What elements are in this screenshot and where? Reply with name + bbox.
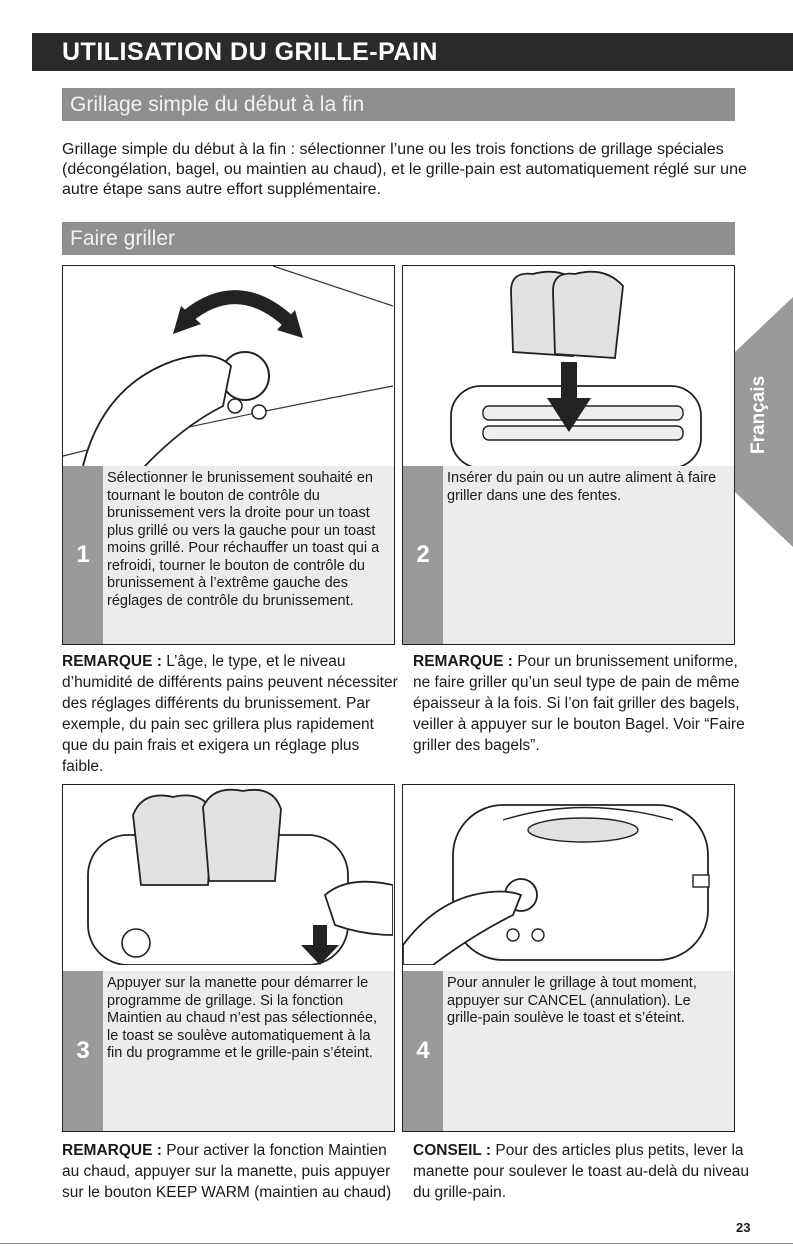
step-text: Insérer du pain ou un autre aliment à faire griller dans une des fentes. xyxy=(447,470,717,504)
step-panel-4 xyxy=(402,784,735,1132)
section-heading-grillage-simple: Grillage simple du début à la fin xyxy=(62,88,735,121)
note-text: L’âge, le type, et le niveau d’humidité de différents pains peuvent nécessiter des réglages différents du brunissement. Par exemple, du pain sec grillera plus rapidement que du pain frais et exigera un réglage plus faible. xyxy=(62,653,398,775)
note-2 xyxy=(413,651,753,756)
note-label: CONSEIL : xyxy=(413,1142,492,1159)
section-heading-faire-griller: Faire griller xyxy=(62,222,735,255)
note-1 xyxy=(62,651,402,777)
step-text: Appuyer sur la manette pour démarrer le programme de grillage. Si la fonction Maintien au chaud n’est pas sélectionnée, le toast se soulève automatiquement à la fin du programme et le grille-pain s’éteint. xyxy=(107,975,378,1061)
note-text: Pour activer la fonction Maintien au chaud, appuyer sur la manette, puis appuyer sur le bouton KEEP WARM (maintien au chaud) xyxy=(62,1142,392,1201)
step-box-3 xyxy=(63,971,394,1131)
illustration-press-lever xyxy=(63,785,393,965)
bread-slice-icon xyxy=(553,272,623,358)
bread-slice-icon xyxy=(203,790,281,881)
step-number: 2 xyxy=(403,466,443,644)
bottom-rule xyxy=(0,1243,793,1244)
note-3 xyxy=(62,1140,402,1203)
step-box-2 xyxy=(403,466,734,644)
illustration-cancel-button xyxy=(403,785,733,965)
note-label: REMARQUE : xyxy=(62,653,162,670)
step-text: Pour annuler le grillage à tout moment, appuyer sur CANCEL (annulation). Le grille-pain soulève le toast et s’éteint. xyxy=(447,975,697,1026)
language-side-tab-label: Français xyxy=(748,375,769,455)
page-number: 23 xyxy=(736,1220,751,1235)
illustration-browning-knob xyxy=(63,266,393,468)
step-number: 4 xyxy=(403,971,443,1131)
hand-icon xyxy=(83,356,231,468)
knob-icon xyxy=(122,929,150,957)
step-panel-3 xyxy=(62,784,395,1132)
note-4 xyxy=(413,1140,753,1203)
step-text: Sélectionner le brunissement souhaité en tournant le bouton de contrôle du brunissement vers la droite pour un toast plus grillé ou vers la gauche pour un toast moins grillé. Pour réchauffer un toast qui a refroidi, tourner le bouton de contrôle du brunissement à l’extrême gauche des réglages de contrôle du brunissement. xyxy=(107,470,380,609)
step-number: 1 xyxy=(63,466,103,644)
step-number: 3 xyxy=(63,971,103,1131)
bread-slice-icon xyxy=(133,795,213,885)
step-box-4 xyxy=(403,971,734,1131)
step-panel-1 xyxy=(62,265,395,645)
intro-paragraph: Grillage simple du début à la fin : sélectionner l’une ou les trois fonctions de grillage spéciales (décongélation, bagel, ou maintien au chaud), et le grille-pain est automatiquement réglé sur une autre étape sans autre effort supplémentaire. xyxy=(62,141,747,198)
page-header-title: UTILISATION DU GRILLE-PAIN xyxy=(62,38,438,66)
note-label: REMARQUE : xyxy=(62,1142,162,1159)
note-text: Pour des articles plus petits, lever la manette pour soulever le toast au-delà du niveau du grille-pain. xyxy=(413,1142,750,1201)
page-header-banner xyxy=(32,33,793,71)
note-label: REMARQUE : xyxy=(413,653,513,670)
step-panel-2 xyxy=(402,265,735,645)
note-text: Pour un brunissement uniforme, ne faire griller qu’un seul type de pain de même épaisseur à la fois. Si l’on fait griller des bagels, veiller à appuyer sur le bouton Bagel. Voir “Faire griller des bagels”. xyxy=(413,653,745,754)
rotate-arrow-icon xyxy=(188,297,288,321)
illustration-insert-bread xyxy=(403,266,733,468)
step-box-1 xyxy=(63,466,394,644)
